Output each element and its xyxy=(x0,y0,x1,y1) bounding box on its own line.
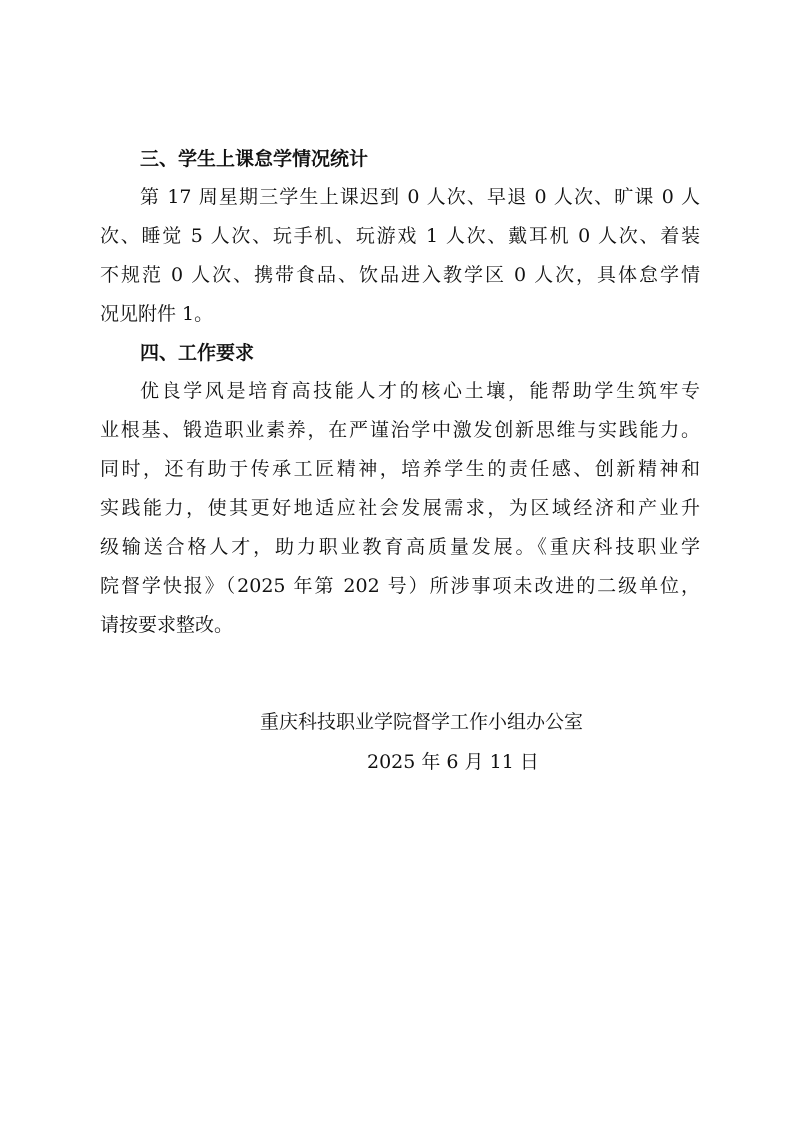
section-4-line: 级输送合格人才，助力职业教育高质量发展。《重庆科技职业学 xyxy=(100,536,700,558)
section-4-paragraph xyxy=(100,372,700,645)
section-3-heading: 三、学生上课怠学情况统计 xyxy=(140,148,369,170)
section-4-heading: 四、工作要求 xyxy=(140,342,255,364)
section-3-line: 第 17 周星期三学生上课迟到 0 人次、早退 0 人次、旷课 0 人 xyxy=(140,186,700,208)
signature-block xyxy=(260,702,640,782)
section-4-line: 请按要求整改。 xyxy=(100,614,234,636)
section-3-paragraph xyxy=(100,178,700,334)
section-3-line: 况见附件 1。 xyxy=(100,303,214,325)
section-4-line: 同时，还有助于传承工匠精神，培养学生的责任感、创新精神和 xyxy=(100,458,700,480)
signature-organization: 重庆科技职业学院督学工作小组办公室 xyxy=(260,711,584,733)
section-4-line: 院督学快报》（2025 年第 202 号）所涉事项未改进的二级单位， xyxy=(100,575,700,597)
document-body xyxy=(100,140,700,645)
section-3-line: 次、睡觉 5 人次、玩手机、玩游戏 1 人次、戴耳机 0 人次、着装 xyxy=(100,225,700,247)
section-4-line: 实践能力，使其更好地适应社会发展需求，为区域经济和产业升 xyxy=(100,497,700,519)
signature-date: 2025 年 6 月 11 日 xyxy=(367,751,539,773)
section-3-line: 不规范 0 人次、携带食品、饮品进入教学区 0 人次，具体怠学情 xyxy=(100,264,700,286)
section-4-line: 优良学风是培育高技能人才的核心土壤，能帮助学生筑牢专 xyxy=(140,380,700,402)
section-4-line: 业根基、锻造职业素养，在严谨治学中激发创新思维与实践能力。 xyxy=(100,419,700,441)
